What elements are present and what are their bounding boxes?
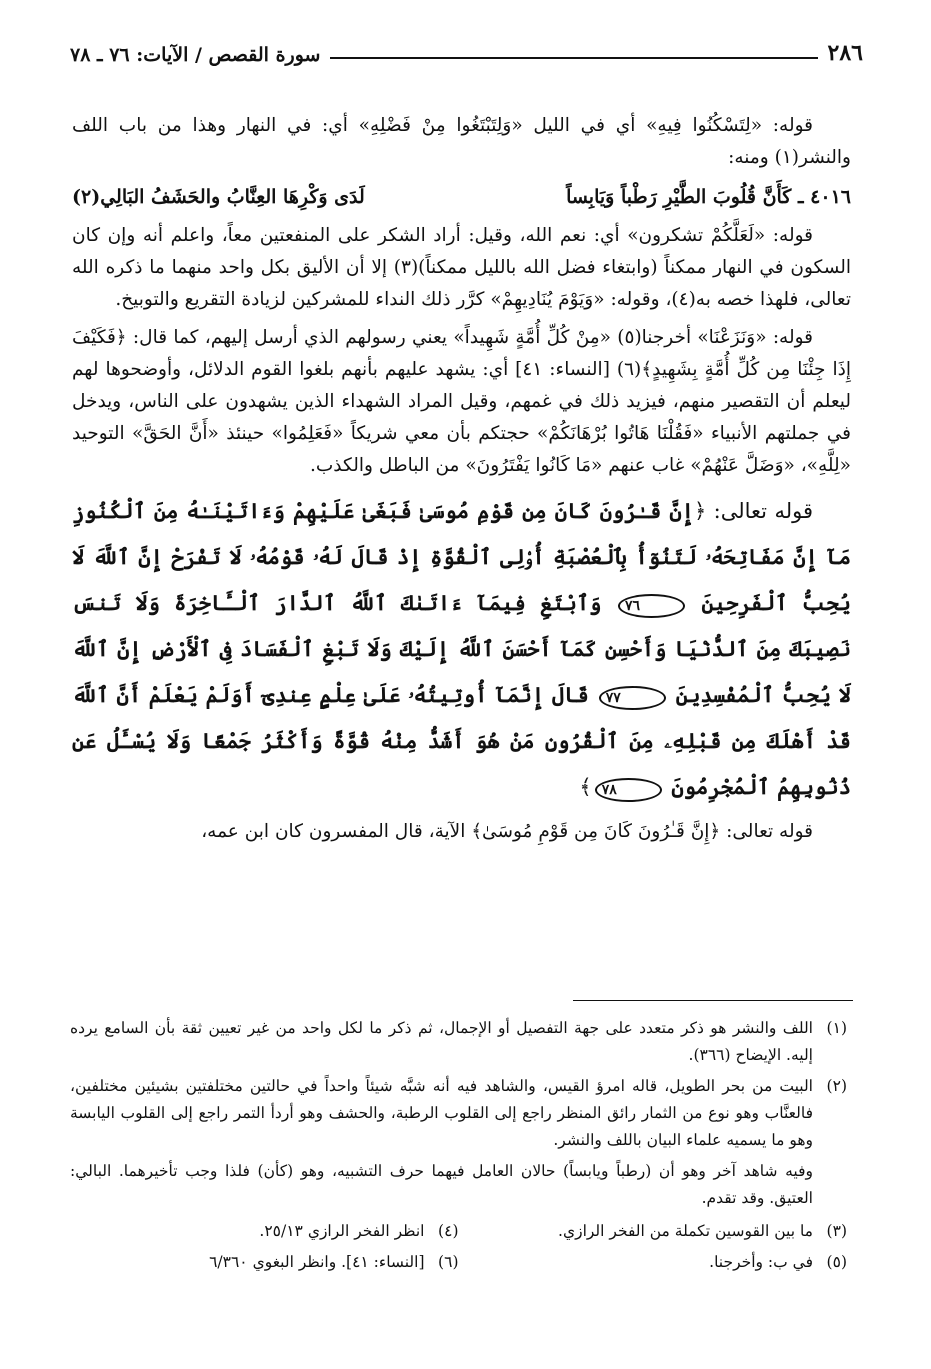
ayah-number-78: ٧٨: [595, 778, 662, 802]
ayah-intro: قوله تعالى: ﴿: [693, 499, 813, 523]
footnote-number: (١): [826, 1019, 847, 1037]
footnote-text: انظر الفخر الرازي ٢٥/١٣.: [259, 1222, 425, 1240]
footnote-5: [459, 1249, 848, 1276]
footnote-1: [70, 1015, 847, 1069]
ayah-text-77: وَٱبْتَغِ فِيمَآ ءَاتَىٰكَ ٱللَّهُ ٱلدَّارَ ٱلْـَٔاخِرَةَ وَلَا تَنسَ نَصِيبَكَ مِنَ ٱلدُّنْيَا وَأَحْسِن كَمَآ أَحْسَنَ ٱللَّهُ إِلَيْكَ وَلَا تَبْغِ ٱلْفَسَادَ فِى ٱلْأَرْضِ إِنَّ ٱللَّهَ لَا يُحِبُّ ٱلْمُفْسِدِينَ: [72, 590, 851, 707]
footnote-separator: [573, 1000, 853, 1001]
footnote-number: (٤): [438, 1222, 459, 1240]
ayah-close: ﴾: [579, 775, 592, 799]
page-number: ٢٨٦: [827, 40, 863, 66]
header-rule: [330, 57, 817, 59]
paragraph-4: قوله تعالى: ﴿إِنَّ قَـٰرُونَ كَانَ مِن قَوْمِ مُوسَىٰ﴾ الآية، قال المفسرون كان ابن عمه،: [201, 821, 813, 842]
paragraph-1: قوله: «لِتَسْكُنُوا فِيهِ» أي في الليل «وَلِتَبْتَغُوا مِنْ فَضْلِهِ» أي: في النهار وهذا من باب اللف والنشر(١) ومنه:: [72, 115, 851, 168]
footnote-row: [70, 1249, 847, 1276]
paragraph-3: قوله: «وَنَزَعْنَا» أخرجنا(٥) «مِنْ كُلِّ أُمَّةٍ شَهِيداً» يعني رسولهم الذي أرسل إليهم، كما قال: ﴿فَكَيْفَ إِذَا جِئْنَا مِن كُلِّ أُمَّةٍ بِشَهِيدٍ﴾(٦) [النساء: ٤١] أي: يشهد عليهم بأنهم بلغوا القوم الدلائل، وأوضحوها لهم ليعلم أن التقصير منهم، فيزيد ذلك في غمهم، وقيل المراد الشهداء الذين يشهدون على الناس، ويدخل في جملتهم الأنبياء «فَقُلْنَا هَاتُوا بُرْهَانَكُمْ» حجتكم بأن معي شريكاً «فَعَلِمُوا» حينئذ «أَنَّ الحَقَّ» التوحيد «لِلَّهِ»، «وَضَلَّ عَنْهُمْ» غاب عنهم «مَا كَانُوا يَفْتَرُونَ» من الباطل والكذب.: [72, 327, 851, 476]
footnote-text: في ب: وأخرجنا.: [709, 1253, 813, 1271]
ayah-number-77: ٧٧: [599, 686, 666, 710]
footnote-number: (٦): [438, 1253, 459, 1271]
quran-passage: [72, 488, 851, 810]
poetry-verse: [72, 180, 851, 214]
footnote-number: (٢): [826, 1077, 847, 1095]
verse-first-hemistich: [566, 180, 851, 214]
page-header: [70, 30, 863, 66]
footnote-number: (٥): [826, 1253, 847, 1271]
footnote-3: [459, 1218, 848, 1245]
verse-text-a: كَأَنَّ قُلُوبَ الطَّيْرِ رَطْباً وَيَابِساً: [566, 186, 792, 208]
footnote-6: [70, 1249, 459, 1276]
paragraph-2: قوله: «لَعَلَّكُمْ تشكرون» أي: نعم الله، وقيل: أراد الشكر على المنفعتين معاً، واعلم أنه وإن كان السكون في النهار ممكناً (وابتغاء فضل الله بالليل ممكناً)(٣) إلا أن الأليق بكل واحد منهما ما ذكره الله تعالى، فلهذا خصه به(٤)، وقوله: «وَيَوْمَ يُنَادِيهِمْ» كرَّر ذلك النداء للمشركين لزيادة التقريع والتوبيخ.: [72, 225, 851, 310]
footnote-2: [70, 1073, 847, 1154]
footnotes: [70, 1015, 847, 1280]
footnote-text: اللف والنشر هو ذكر متعدد على جهة التفصيل أو الإجمال، ثم ذكر ما لكل واحد من غير تعيين ثقة بأن السامع يرده إليه. الإيضاح (٣٦٦).: [70, 1019, 813, 1064]
verse-number: ٤٠١٦ ـ: [797, 186, 851, 208]
ayah-number-76: ٧٦: [618, 594, 685, 618]
verse-second-hemistich: لَدَى وَكْرِهَا العِنَّابُ والحَشَفُ البَالِي(٢): [72, 186, 365, 208]
main-text: [72, 110, 851, 854]
footnote-number: (٣): [826, 1222, 847, 1240]
header-title: سورة القصص / الآيات: ٧٦ ـ ٧٨: [70, 44, 321, 66]
ayah-text-78: قَالَ إِنَّمَآ أُوتِيتُهُۥ عَلَىٰ عِلْمٍ عِندِىٓ أَوَلَمْ يَعْلَمْ أَنَّ ٱللَّهَ قَدْ أَهْلَكَ مِن قَبْلِهِۦ مِنَ ٱلْقُرُونِ مَنْ هُوَ أَشَدُّ مِنْهُ قُوَّةً وَأَكْثَرُ جَمْعًا وَلَا يُسْـَٔلُ عَن ذُنُوبِهِمُ ٱلْمُجْرِمُونَ: [72, 682, 851, 799]
footnote-text: [النساء: ٤١]. وانظر البغوي ٦/٣٦٠: [209, 1253, 425, 1271]
footnote-text: البيت من بحر الطويل، قاله امرؤ القيس، والشاهد فيه أنه شبَّه شيئاً واحداً في حالتين مختلفتين بشيئين مختلفين، فالعنَّاب وهو نوع من الثمار رائق المنظر راجع إلى القلوب الرطبة، والحشف وهو أردأ التمر راجع إلى القلوب اليابسة وهو ما يسميه علماء البيان باللف والنشر.: [70, 1077, 813, 1149]
ayah-text-76: إِنَّ قَـٰرُونَ كَانَ مِن قَوْمِ مُوسَىٰ فَبَغَىٰ عَلَيْهِمْ وَءَاتَيْنَـٰهُ مِنَ ٱلْكُنُوزِ مَآ إِنَّ مَفَاتِحَهُۥ لَتَنُوٓأُ بِٱلْعُصْبَةِ أُو۟لِى ٱلْقُوَّةِ إِذْ قَالَ لَهُۥ قَوْمُهُۥ لَا تَفْرَحْ إِنَّ ٱللَّهَ لَا يُحِبُّ ٱلْفَرِحِينَ: [72, 498, 851, 615]
footnote-text: ما بين القوسين تكملة من الفخر الرازي.: [558, 1222, 813, 1240]
footnote-row: [70, 1218, 847, 1245]
footnote-4: [70, 1218, 459, 1245]
footnote-2-continued: وفيه شاهد آخر وهو أن (رطباً ويابساً) حالان العامل فيهما حرف التشبيه، وهو (كأن) فلذا وجب تأخيرهما. البالي: العتيق. وقد تقدم.: [70, 1162, 813, 1207]
